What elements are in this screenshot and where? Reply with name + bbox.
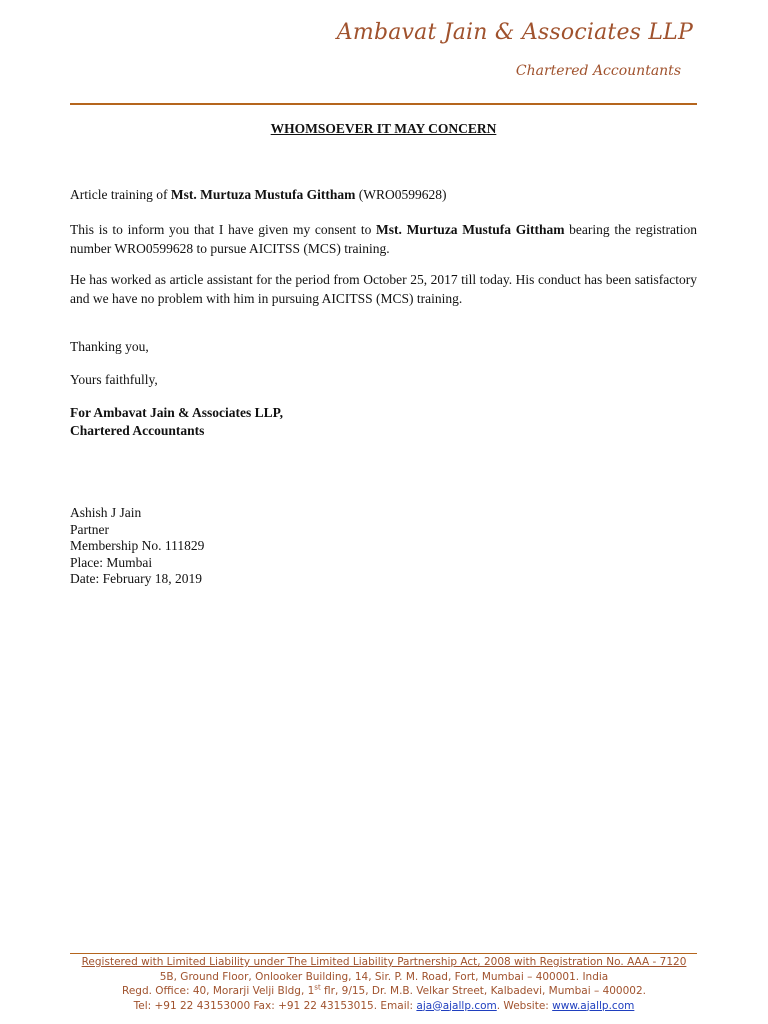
subject-name: Mst. Murtuza Mustufa Gittham	[170, 187, 356, 202]
for-firm-designation: Chartered Accountants	[70, 423, 205, 438]
signatory-title: Partner	[70, 521, 109, 537]
consent-text-a: This is to inform you that I have given my consent to	[70, 222, 377, 237]
footer-divider	[70, 953, 697, 954]
contact-line	[60, 999, 708, 1014]
contact-prefix: Tel: +91 22 43153000 Fax: +91 22 43153015. Email:	[133, 999, 417, 1012]
email-link[interactable]: aja@ajallp.com	[416, 999, 497, 1012]
signatory-name: Ashish J Jain	[70, 505, 142, 520]
subject-prefix: Article training of	[70, 187, 171, 202]
consent-text-b: bearing the registration number WRO0599628 to pursue AICITSS (MCS) training.	[70, 222, 697, 256]
registration-line: Registered with Limited Liability under The Limited Liability Partnership Act, 2008 with Registration No. AAA - 7120	[81, 956, 687, 968]
website-link[interactable]: www.ajallp.com	[552, 999, 635, 1012]
footer	[60, 955, 708, 1013]
regd-text-a: Regd. Office: 40, Morarji Velji Bldg, 1	[122, 985, 315, 997]
registered-office-line	[60, 984, 708, 999]
for-firm-name: For Ambavat Jain & Associates LLP,	[70, 405, 284, 420]
firm-tagline: Chartered Accountants	[515, 63, 681, 79]
conduct-paragraph: He has worked as article assistant for the period from October 25, 2017 till today. His conduct has been satisfactory and we have no problem with him in pursuing AICITSS (MCS) training.	[70, 272, 697, 306]
date: Date: February 18, 2019	[70, 571, 202, 586]
thanks-line: Thanking you,	[70, 339, 149, 354]
consent-name: Mst. Murtuza Mustufa Gittham	[376, 222, 565, 237]
signature-block	[70, 505, 204, 588]
place: Place: Mumbai	[70, 554, 153, 570]
regd-superscript: st	[314, 983, 321, 992]
for-firm-block	[70, 404, 283, 440]
firm-name: Ambavat Jain & Associates LLP	[336, 20, 693, 45]
regd-text-b: flr, 9/15, Dr. M.B. Velkar Street, Kalbadevi, Mumbai – 400002.	[320, 985, 646, 997]
subject-suffix: (WRO0599628)	[355, 187, 447, 202]
subject-line	[70, 187, 446, 203]
address-line: 5B, Ground Floor, Onlooker Building, 14, Sir. P. M. Road, Fort, Mumbai – 400001. India	[159, 970, 609, 983]
consent-paragraph	[70, 220, 697, 258]
closing-line: Yours faithfully,	[70, 372, 158, 387]
membership-number: Membership No. 111829	[70, 538, 205, 553]
header-divider	[70, 103, 697, 105]
letter-heading: WHOMSOEVER IT MAY CONCERN	[270, 121, 497, 136]
website-prefix: . Website:	[496, 999, 553, 1012]
